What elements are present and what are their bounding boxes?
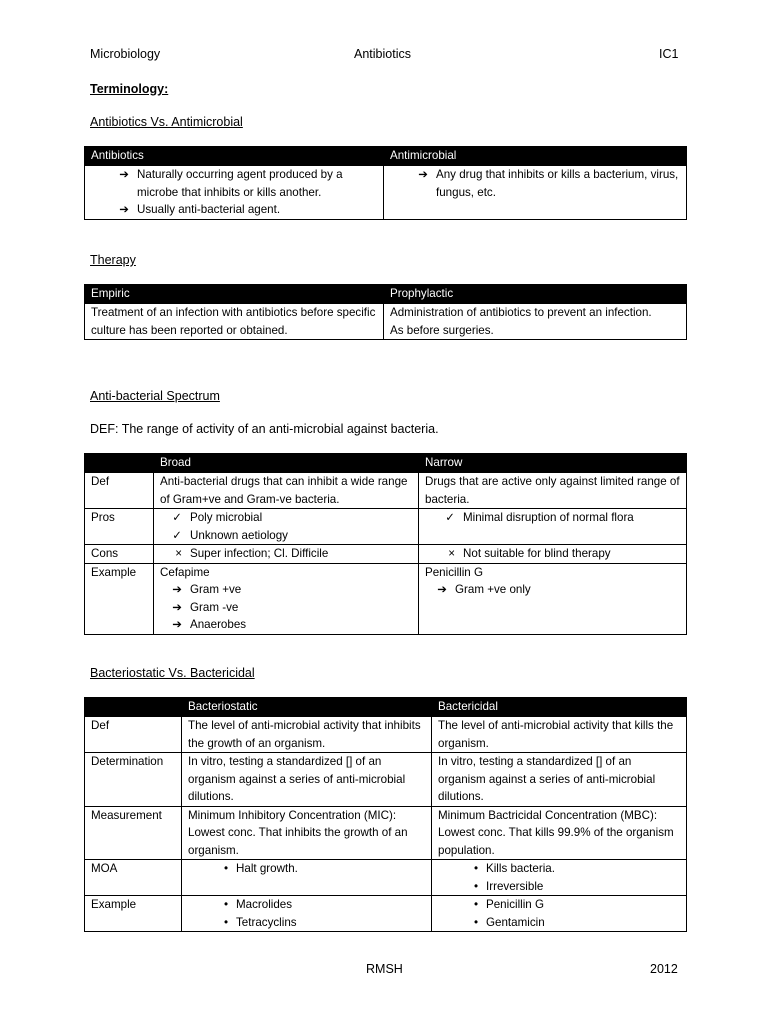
arrow-icon: ➔ [437,583,447,596]
check-icon: ✓ [172,528,182,542]
example-drug-name: Cefapime [160,565,210,579]
list-item-text: Tetracyclins [236,915,297,929]
cidal-moa [432,860,687,896]
list-item [91,201,377,219]
narrow-def: Drugs that are active only against limited range of bacteria. [419,473,687,509]
arrow-icon: ➔ [172,618,182,631]
table-therapy [84,284,687,340]
list-item-text: Poly microbial [190,511,263,524]
list-item [160,599,412,617]
row-label: Def [85,473,154,509]
cross-icon: × [448,547,455,560]
list-item-text: Kills bacteria. [486,862,555,875]
static-measurement: Minimum Inhibitory Concentration (MIC): Lowest conc. That inhibits the growth of an organism. [182,806,432,860]
heading-antibiotics-vs-antimicrobial: Antibiotics Vs. Antimicrobial [90,115,243,129]
bullet-icon: • [473,862,478,875]
narrow-cons [419,545,687,564]
row-label: Determination [85,753,182,807]
broad-def: Anti-bacterial drugs that can inhibit a wide range of Gram+ve and Gram-ve bacteria. [154,473,419,509]
list-item [160,581,412,599]
list-item [438,896,680,914]
table2-empiric-cell [85,304,384,340]
arrow-icon: ➔ [119,203,129,216]
bullet-icon: • [223,898,228,911]
list-item [160,545,412,563]
list-item-text: Gram +ve only [455,583,531,596]
cross-icon: × [175,547,182,560]
list-item-text: Irreversible [486,879,544,893]
row-label: MOA [85,860,182,896]
heading-spectrum: Anti-bacterial Spectrum [90,389,220,403]
table1-antibiotics-cell [85,166,384,220]
list-item [188,896,425,914]
list-item [438,914,680,932]
table1-header-antimicrobial: Antimicrobial [384,147,687,166]
spectrum-definition: DEF: The range of activity of an anti-microbial against bacteria. [90,422,439,436]
arrow-icon: ➔ [172,600,182,614]
table3-header-narrow: Narrow [419,454,687,473]
list-item-text: Penicillin G [486,898,544,911]
cidal-determination: In vitro, testing a standardized [] of an organism against a series of anti-microbial dilutions. [432,753,687,807]
arrow-icon: ➔ [119,168,129,181]
broad-pros [154,509,419,545]
heading-therapy: Therapy [90,253,136,267]
bullet-icon: • [473,898,478,911]
list-item-text: Naturally occurring agent produced by a microbe that inhibits or kills another. [137,168,343,199]
list-item [425,581,680,599]
cidal-def: The level of anti-microbial activity that kills the organism. [432,717,687,753]
list-item-text: Any drug that inhibits or kills a bacterium, virus, fungus, etc. [436,168,679,199]
check-icon: ✓ [172,511,182,524]
table4-header-bacteriostatic: Bacteriostatic [182,698,432,717]
table3-header-blank [85,454,154,473]
list-item [91,166,377,201]
cidal-measurement: Minimum Bactricidal Concentration (MBC): Lowest conc. That kills 99.9% of the organism population. [432,806,687,860]
row-label: Example [85,896,182,932]
table2-header-empiric: Empiric [85,285,384,304]
check-icon: ✓ [445,511,455,524]
header-code: IC1 [659,47,679,61]
header-subject: Microbiology [90,47,161,61]
arrow-icon: ➔ [172,583,182,596]
list-item [438,878,680,896]
row-label: Cons [85,545,154,564]
list-item [160,527,412,545]
table2-header-prophylactic: Prophylactic [384,285,687,304]
table2-prophylactic-cell [384,304,687,340]
bullet-icon: • [473,879,478,893]
list-item-text: Not suitable for blind therapy [463,547,611,560]
table-spectrum [84,453,687,635]
list-item-text: Halt growth. [236,862,298,875]
heading-bacteriostatic-vs-bactericidal: Bacteriostatic Vs. Bactericidal [90,666,255,680]
row-label: Def [85,717,182,753]
table1-antimicrobial-cell [384,166,687,220]
list-item [160,616,412,634]
list-item-text: Usually anti-bacterial agent. [137,203,281,216]
list-item-text: Unknown aetiology [190,528,288,542]
static-moa [182,860,432,896]
row-label: Measurement [85,806,182,860]
static-determination: In vitro, testing a standardized [] of an organism against a series of anti-microbial dilutions. [182,753,432,807]
footer-center: RMSH [366,962,403,976]
list-item [425,545,680,563]
example-drug-name: Penicillin G [425,565,483,579]
static-example [182,896,432,932]
list-item-text: Gram +ve [190,583,242,596]
heading-terminology: Terminology: [90,82,169,96]
cidal-example [432,896,687,932]
static-def: The level of anti-microbial activity that inhibits the growth of an organism. [182,717,432,753]
bullet-icon: • [223,915,228,929]
narrow-example [419,563,687,634]
list-item [188,914,425,932]
empiric-text: Treatment of an infection with antibiotics before specific culture has been reported or obtained. [91,306,376,337]
list-item-text: Super infection; Cl. Difficile [190,547,329,560]
broad-cons [154,545,419,564]
table-bacteriostatic-bactericidal [84,697,687,932]
broad-example [154,563,419,634]
narrow-pros [419,509,687,545]
prophylactic-text: Administration of antibiotics to prevent an infection. [390,306,652,319]
list-item-text: Gram -ve [190,600,239,614]
bullet-icon: • [473,915,478,929]
table4-header-bactericidal: Bactericidal [432,698,687,717]
table3-header-broad: Broad [154,454,419,473]
arrow-icon: ➔ [418,168,428,181]
list-item-text: Minimal disruption of normal flora [463,511,634,524]
table-antibiotics-antimicrobial [84,146,687,220]
bullet-icon: • [223,862,228,875]
table4-header-blank [85,698,182,717]
footer-year: 2012 [650,962,678,976]
table1-header-antibiotics: Antibiotics [85,147,384,166]
row-label: Pros [85,509,154,545]
list-item-text: Anaerobes [190,618,247,631]
list-item-text: Macrolides [236,898,293,911]
list-item [425,509,680,527]
row-label: Example [85,563,154,634]
list-item-text: Gentamicin [486,915,545,929]
list-item [188,860,425,878]
prophylactic-example: As before surgeries. [390,323,494,337]
list-item [390,166,680,201]
list-item [160,509,412,527]
header-title: Antibiotics [354,47,411,61]
list-item [438,860,680,878]
